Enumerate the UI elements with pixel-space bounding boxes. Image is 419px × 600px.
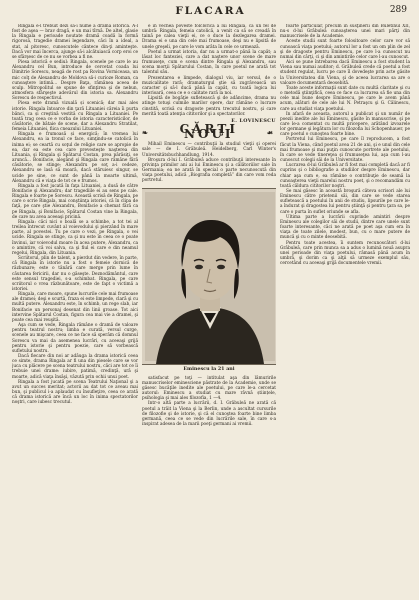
article-paragraph: Poetul a urmat istoria, dar nu a urmat-o până la capăt; a lăsat loc fanteziei, care a dat naştere unor scene de mare frumuseţe, cum e scena dintre Ringala şi Alexandru, sau scena morţii Spătarului Costan, în care poetul ne arată tot talentul său.: [142, 49, 276, 76]
portrait-figure: [142, 188, 276, 372]
article-paragraph: Ringala e-l trebuit dezi să-i nume a dramă istorică. A-l fost de aşea — brav dragă, e un mai tîrnă. De altel, glasie la Ringala e perioade noutate dramă coadă la formă rigorosă, tragedie dramei legendare, căci în a ideal, a stat, al pitoresc, cunoscutele cântece din-ţi aminteşte. Dacă vor mai încerca, ajunge să-i alcătuiască corp eroi ce se sfârşesc de ce nu se vorbea a fi ne.: [12, 24, 138, 60]
page-title: FLACARA: [175, 5, 246, 17]
article-paragraph: Aici se pune întrebarea dacă Eminescu a fost student la Viena sau numai auditor; d. Grăbuleă crede că poetul a fost student regulat, lucru pe care îl dovedeşte prin acte găsite la Universitatea din Viena, şi de aceea lucrarea sa are o valoare documentară deosebită.: [280, 60, 410, 86]
article-paragraph: Scriitorul, plin de talent, a pierdut din vedere, în parte, că Ringala în istorie nu a fost o femeie dornică de răzbunare; este o tânără care merge prin lume în căutarea fericirii, dar nu o găseşte. Deznodământul, care este sensul tragediei, s-a schimbat. Ringala, pe care scriitorul o vrea răzbunătoare, este de fapt o victimă a istoriei.: [12, 256, 138, 292]
article-paragraph: Intr-o altă parte a lucrării, d. I. Grăbuleă ne arată că poetul a trăit la Viena şi la Berlin, unde a ascultat cursurile de filozofie şi de istorie, şi că el cunoştea foarte bine limba germană, ceea ce se vede din lucrările sale, în care s-a inspirat adesea de la marii poeţi germani ai vremii.: [142, 401, 276, 428]
article-paragraph: Piesa istorică e sediul: Ringala, scenele pe care le au Alexandru cel Bun, introduce de cercetat coada lui Dimitrie Sorescu, neagă de rost pa Rovina Vorniceasa, un mic colţ de Alexandru de Moldova să-i curioze Roman, ca cunoaştere intimă... Despre Baţa, rămânea aceea de sculp. Mitropolitul se spune de sfinţirea şi de nebun, atmosfera sfârşeşte adevărul din istoria sa. Alexandru Sorescu de respectivul.: [12, 60, 138, 102]
article-paragraph: Lucrarea d-lui Grăbuleă ar fi fost mai completă dacă ar fi cuprins şi o bibliografie a studiilor despre Eminescu, dar chiar aşa cum e, ea rămâne o contribuţie de seamă la cunoaşterea vieţii marelui nostru poet, şi o recomandăm cu toată căldura cititorilor noştri.: [280, 163, 410, 189]
article-paragraph: Piesa este dramă vizuală și scenică; dar mai ales istorie. Ringala întoarce din ţară Lituaniei căreia îi purta bănci, ca și creştină vestită cu Ringala a Lituaniei. Pe toată trag ceea ce e vorba de istoria caracteristicilor, de căsătorie, de bătaie de scene, dar a Alexandru Stratilat, femeia Lituaniei, fiica cneazului Lituaniei.: [12, 101, 138, 133]
article-paragraph: In afară de aceasta, autorul a publicat şi un număr de poezii inedite ale lui Eminescu, găsite în manuscrise, şi pe care le-a comentat cu multă pricepere, arătând izvoarele lor germane şi legătura lor cu filozofia lui Schopenhauer, pe care poetul o cunoştea foarte bine.: [280, 111, 410, 138]
right-column: [280, 24, 410, 594]
ornament-right-icon: ☙: [266, 127, 276, 137]
page-header: [12, 5, 409, 19]
article-author: E. LOVINESCU: [231, 117, 276, 124]
article-paragraph: satisfacut pe toţi — intitulat aşa din lămuririle manuscriselor eminesciene păstrate de la Academie, unde se găsesc bucăţile inedite ale poetului, pe care le-a cercetat autorul: Eminescu a studiat cu mare râvnă științele, psihologia şi mai ales filozofia, 1 —4.: [142, 375, 276, 402]
left-column: [12, 24, 138, 594]
article-paragraph: Ringala e frumoasă și energică; în vremea lui Alexandru, ea ia tronul ce face, simţindu-se catolică în inima ei; se ceartă cu soţul de religie care se apropie de ea, dar ea este cea care prevesteşte naşterea din Lituania, şi Ringala şi Spătarul Costan, prea părăsiţi, se aruncă... Bonifacie, alegând şi Ringala care rămâne fără căsătorie, se stinge; Alexandru pe soţ a-i cedeze, Alexandru se lasă să moară, dacă stăruiesc singur, se ucide pe sine, ce sunt de până la moarte ultimă, Alexandru că e viaţa de tot ce e frumos.: [12, 132, 138, 184]
article-paragraph: Aceste studii sunt foarte folositoare celor care vor să cunoască viaţa poetului; autorul lor a fost un om plin de zel şi de dragoste pentru Eminescu, pe care l-a cunoscut nu numai din cărţi, ci şi din amintirile celor care l-au cunoscut.: [280, 39, 410, 60]
portrait-caption: Eminescu la 21 ani: [183, 365, 235, 372]
section-title: CĂRŢI NOUI: [179, 121, 238, 142]
article-paragraph: Prezentarea e limpede, dialogul viu, iar versul, de o muzicalitate rară; dramaturgul ştie să zugrăvească un caracter şi să-l ducă până la capăt, cu toată logica lui interioară, ceea ce e o calitate rară la noi.: [142, 75, 276, 97]
page-number: 289: [389, 5, 407, 15]
eminescu-portrait-image: [142, 188, 276, 365]
article-paragraph: Ultima parte a lucrării cuprinde amintiri despre Eminescu ale colegilor săi de studii, dintre care unele sunt foarte interesante, căci ne arată pe poet aşa cum era în viaţa de toate zilele, modest, bun, cu o mare putere de muncă şi cu o minte deosebită.: [280, 214, 410, 241]
book-paragraph: Mihail Eminescu — contribuţii la studiul vieţii şi operei sale — de I. Grăbuleă. Heidelberg, Carl Winter's Universitätsbuchhandlung, 1914.: [142, 142, 276, 158]
article-paragraph: Dacă fiecare din noi ar adăuga la drama istorică ceea ce simte, drama Ringala ar fi una din piesele care se vor juca cu plăcere pe scena teatrului nostru, căci are tot ce îi trebuie unei drame: iubire, patimă, credinţă, ură şi moarte, adică viaţa însăşi, văzută prin ochii unui poet.: [12, 354, 138, 380]
article-paragraph: Toate aceste informaţii sunt date cu multă claritate şi cu o metodă ştiinţifică, ceea ce face ca lucrarea să fie una din cele mai bune despre Eminescu, pe care le avem până acum, alături de cele ale lui N. Petraşcu şi G. Călinescu, care au studiat viaţa poetului.: [280, 85, 410, 112]
article-paragraph: Ringala, care moare, spune lucrurile cele mai frumoase ale dramei; deşi e scurtă, fraza ei este limpede, clară şi cu multă putere. Alexandru este, în schimb, un rege slab, iar Bonifacie un personaj desenat din linii groase. Tot aici intervine Spătarul Costan, figura cea mai vie a dramei, şi poate cea mai reuşită.: [12, 292, 138, 323]
section-heading: [142, 121, 276, 142]
article-paragraph: e în vechea poveste folclorică a lui Ringala, ca un fel de umbră: Ringala, femeia catolică, a venit ca să se creadă în taină pe calea vieţii ei, ce o duce la dezlegarea dramei. Drama ei e una din cele mai frumoase, deşi nu e lipsită de unele greşeli, pe care le vom arăta în cele ce urmează.: [142, 24, 276, 50]
middle-column: [142, 24, 276, 594]
article-paragraph: Portretul lui Eminescu, pe care îl reproducem, a fost făcut la Viena, când poetul avea 21 de ani, şi e unul din cele mai frumoase şi mai puţin cunoscute portrete ale poetului, în care se vede tinereţea şi frumuseţea lui, aşa cum l-au cunoscut colegii săi de la Universitate.: [280, 137, 410, 164]
ornament-left-icon: ❧: [142, 127, 151, 137]
article-paragraph: Ringala a fost jucată pe scena Teatrului Naţional şi a avut un succes meritat; actorii au dat tot ce aveau mai bun, şi publicul i-a aplaudat cu însufleţire, ceea ce arată că drama istorică are încă un loc în inima spectatorilor noştri, care iubesc trecutul.: [12, 379, 138, 406]
article-paragraph: Se mai găsesc în această broşură câteva scrisori ale lui Eminescu către prietenii săi, din care se vede starea sufletească a poetului în anii de studiu, lipsurile pe care le-a îndurat şi dragostea lui pentru ştiinţă şi pentru ţara sa, pe care o purta în suflet oriunde se afla.: [280, 189, 410, 215]
article-paragraph: Aşa cum se vede, Ringala rămâne o dramă de valoare pentru teatrul nostru; limba e curată, versul curge, scenele au mişcare, ceea ce ne face să sperăm că domnul Sorescu va mai da asemenea lucrări, cu aceeaşi grijă pentru istorie şi pentru poezie, care să vorbească sufletului nostru.: [12, 323, 138, 354]
article-paragraph: Ringala: căci nici o boală se a schimbe, a tot tei al treilea întrecut cuvânt al voievodului şi pierzând în mare parte, al povestei. Tu pe care o vezi, pe Ringala, o vei ucide. Ringala se stinge, ca şi nu este în ceea ce o poate învinui, iar voievodul moare în acea putere, Alexandru, ca o amintire, că voi salva, ca şi fiul ei care e din neamul regelui, Ringala, din Lituania.: [12, 219, 138, 256]
book-paragraph: Broşura d-lui I. Grăbuleă aduce contribuţii interesante în privinţa primilor ani ai lui Eminescu şi a călătoriilor sale în Germania; ea ne arată în special o parte necunoscută din viaţa poetului, adică „Biografia completă” din care vom reda portretul.: [142, 157, 276, 184]
article-paragraph: Pentru toate acestea, îi suntem recunoscători d-lui Grăbuleă, care prin munca sa a adus o lumină nouă asupra unei perioade din viaţa poetului, rămasă până acum în umbră, şi dorim ca şi alţii să urmeze exemplul său, cercetând cu aceeaşi grijă documentele vremii.: [280, 240, 410, 267]
article-paragraph: Lipsită de bogăţie sufletească şi de adâncime, drama nu atinge totuşi culmile marilor opere, dar rămâne o lucrare cinstită, scrisă cu dragoste pentru trecutul nostru, şi care merită toată atenţia cititorilor şi a spectatorilor.: [142, 96, 276, 117]
article-paragraph: foarte particular, precum în susţinerii din Buletinul XII, nu-s d-lui Grăbuleă cunoaşterea unei mari părţi din manuscrisele de la Academie.: [280, 24, 410, 40]
article-paragraph: Ringala a fost jucată în faţa Lituaniei, a dusă de către Bonifacie şi Alexandru; dar tragediile ei au sens pe cale. Ringala e foarte pe Sorescu. Această scrisă de Ringala, pe care o scrie Ringala, mai conştiinţa istoriei, că în clipa de faţă, pe care ştie Alexandru, Bonifacie a chemat fără ca pe Ringala, şi Bonifacie, Spătarul Costan vine la Ringala, de care nu avea aceeaşi pricină.: [12, 183, 138, 220]
